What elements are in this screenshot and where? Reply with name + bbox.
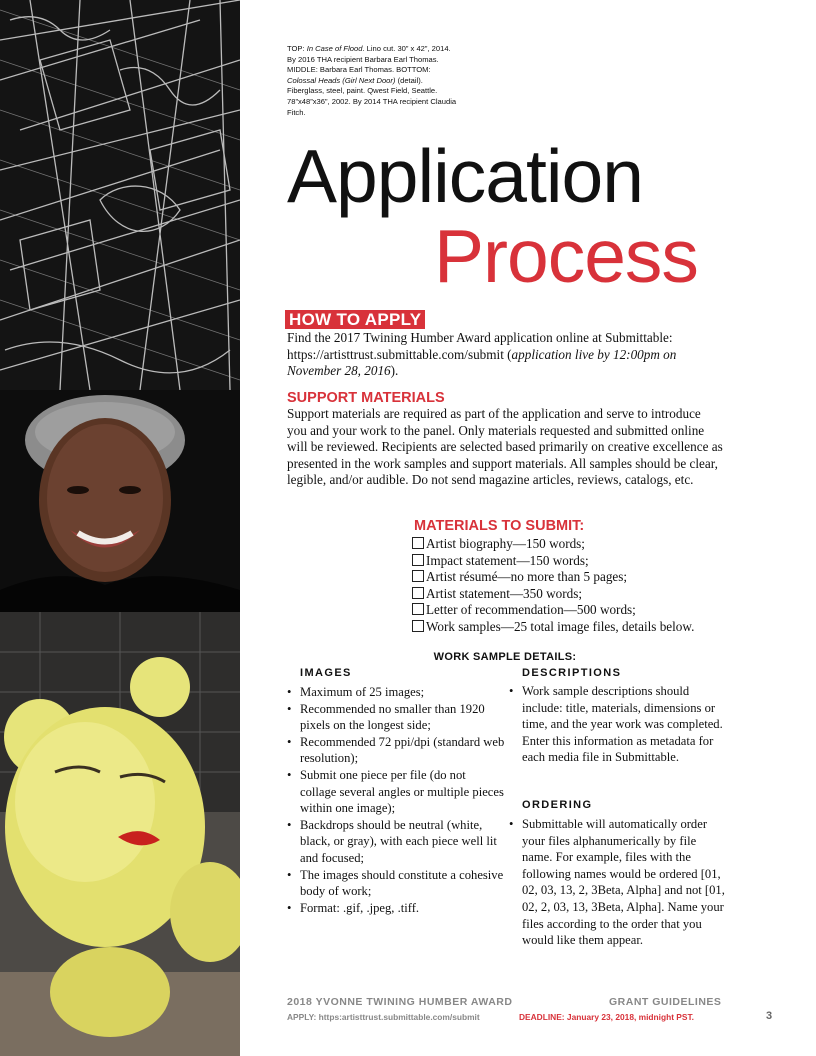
checkbox-icon[interactable]	[412, 587, 424, 599]
list-item: • Backdrops should be neutral (white, black, or gray), with each piece well lit and focused;	[287, 817, 505, 867]
support-materials-text: Support materials are required as part of the application and serve to introduce you and your work to the panel. Only materials requested and submitted online will be reviewed. Recipients are selected based primarily on creative excellence as presented in the work samples and support materials. All samples should be clear, legible, and/or audible. Do not send magazine articles, reviews, catalogs, etc.	[287, 406, 723, 488]
list-item: • Recommended no smaller than 1920 pixels on the longest side;	[287, 701, 505, 734]
linocut-artwork-image	[0, 0, 240, 390]
list-item: • Format: .gif, .jpeg, .tiff.	[287, 900, 505, 917]
photo-caption: TOP: In Case of Flood. Lino cut. 30” x 42”, 2014. By 2016 THA recipient Barbara Earl Thomas. MIDDLE: Barbara Earl Thomas. BOTTOM: Colossal Heads (Girl Next Door) (detail). Fiberglass, steel, paint. Qwest Field, Seattle. 78”x48”x36”, 2002. By 2014 THA recipient Claudia Fitch.	[287, 44, 457, 117]
checkbox-icon[interactable]	[412, 537, 424, 549]
photo-column	[0, 0, 240, 1056]
page-title-line2: Process	[434, 214, 698, 298]
ordering-heading: ORDERING	[522, 799, 593, 811]
checklist-item[interactable]: Artist statement—350 words;	[412, 586, 694, 603]
images-list	[287, 684, 505, 916]
page-number: 3	[766, 1010, 773, 1022]
footer-apply-link[interactable]: APPLY: https:artisttrust.submittable.com/submit	[287, 1012, 480, 1022]
checkbox-icon[interactable]	[412, 570, 424, 582]
footer-award-title: 2018 YVONNE TWINING HUMBER AWARD	[287, 996, 513, 1008]
caption-top-title: In Case of Flood	[306, 44, 363, 53]
checklist-item[interactable]: Artist biography—150 words;	[412, 536, 694, 553]
support-materials-heading: SUPPORT MATERIALS	[287, 390, 445, 406]
checklist-item[interactable]: Impact statement—150 words;	[412, 553, 694, 570]
checkbox-icon[interactable]	[412, 620, 424, 632]
descriptions-heading: DESCRIPTIONS	[522, 667, 622, 679]
list-item: • Maximum of 25 images;	[287, 684, 505, 701]
checkbox-icon[interactable]	[412, 603, 424, 615]
how-to-apply-text: Find the 2017 Twining Humber Award application online at Submittable: https://artisttrust.submittable.com/submit (application live by 12:00pm on November 28, 2016).	[287, 330, 677, 379]
ordering-list	[509, 816, 725, 949]
checkbox-icon[interactable]	[412, 554, 424, 566]
descriptions-list	[509, 683, 725, 766]
how-to-apply-heading: HOW TO APPLY	[285, 310, 425, 329]
sculpture-photo	[0, 612, 240, 1056]
footer-deadline: DEADLINE: January 23, 2018, midnight PST.	[519, 1012, 694, 1022]
list-item: • The images should constitute a cohesive body of work;	[287, 867, 505, 900]
list-item: • Recommended 72 ppi/dpi (standard web resolution);	[287, 734, 505, 767]
page-title-line1: Application	[287, 134, 643, 218]
application-live-date: application live by 12:00pm on November 28, 2016	[287, 346, 677, 379]
checklist-item[interactable]: Work samples—25 total image files, details below.	[412, 619, 694, 636]
portrait-photo	[0, 390, 240, 612]
footer-grant-guidelines: GRANT GUIDELINES	[609, 996, 722, 1008]
images-heading: IMAGES	[300, 667, 352, 679]
list-item: • Submit one piece per file (do not collage several angles or multiple pieces within one image);	[287, 767, 505, 817]
materials-to-submit-heading: MATERIALS TO SUBMIT:	[414, 518, 585, 534]
list-item: • Work sample descriptions should include: title, materials, dimensions or time, and the year work was completed. Enter this information as metadata for each media file in Submittable.	[509, 683, 725, 766]
materials-checklist	[412, 536, 694, 636]
checklist-item[interactable]: Letter of recommendation—500 words;	[412, 602, 694, 619]
caption-bottom-title: Colossal Heads (Girl Next Door)	[287, 75, 396, 85]
work-sample-details-heading: WORK SAMPLE DETAILS:	[433, 651, 577, 663]
checklist-item[interactable]: Artist résumé—no more than 5 pages;	[412, 569, 694, 586]
list-item: • Submittable will automatically order your files alphanumerically by file name. For example, files with the following names would be ordered [01, 02, 03, 13, 2, 3Beta, Alpha] and not [01, 02, 2, 03, 13, 3Beta, Alpha]. Name your files according to the order that you would like them appear.	[509, 816, 725, 949]
